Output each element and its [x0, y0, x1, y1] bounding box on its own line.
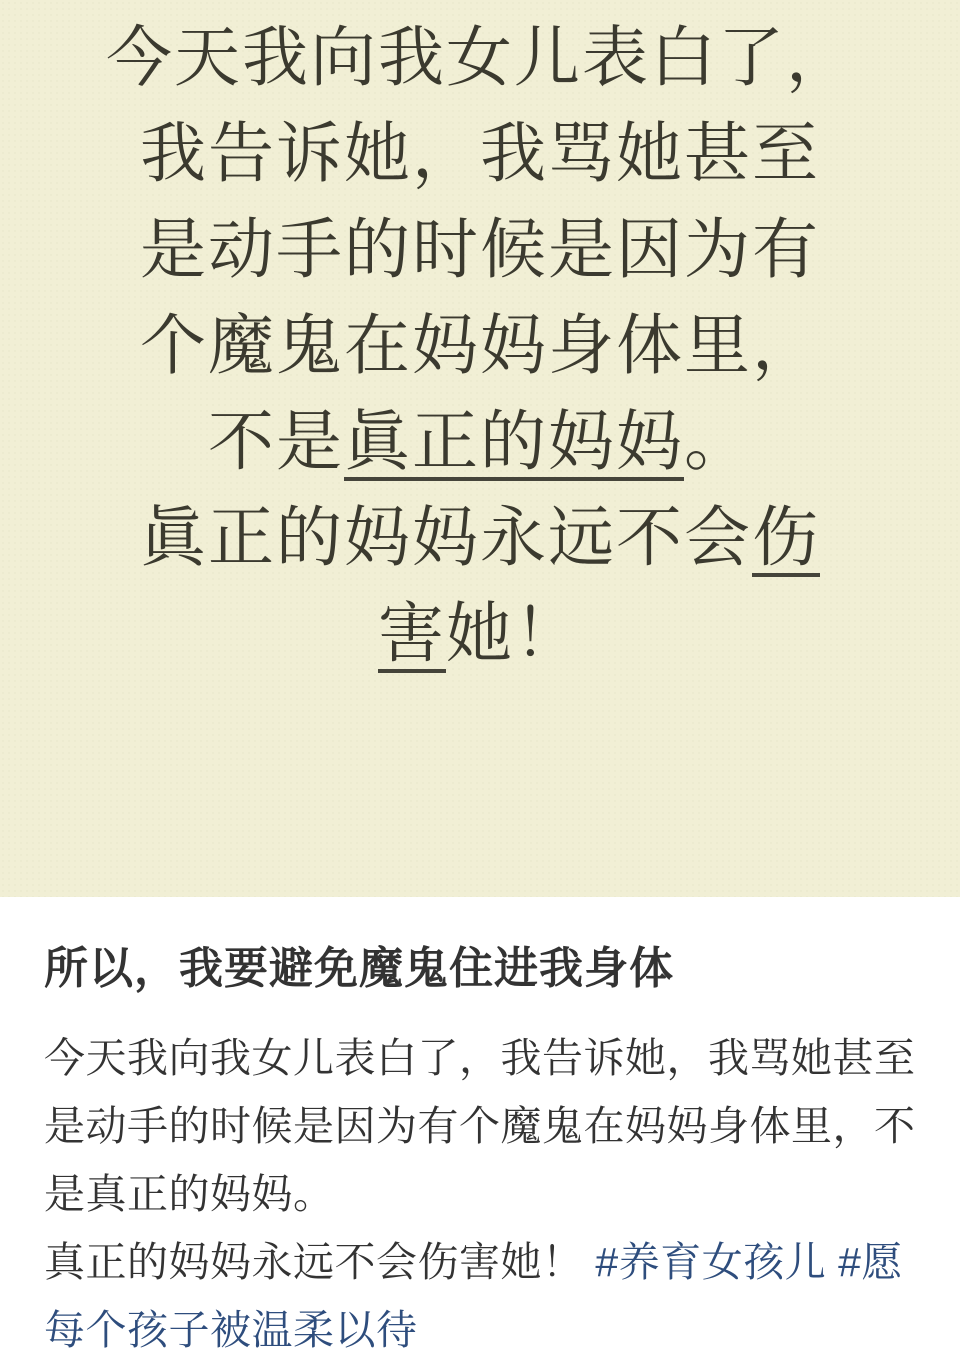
poster-text-segment: 她！ [446, 595, 582, 672]
poster-text-line [0, 490, 960, 586]
caption-title: 所以，我要避免魔鬼住进我身体 [44, 944, 674, 993]
poster-text-segment: 。 [684, 403, 752, 480]
poster-text-segment: 眞正的妈妈永远不会 [140, 499, 752, 576]
poster-text-line [0, 10, 960, 106]
poster-text-line [0, 586, 960, 682]
caption-paragraph-1: 今天我向我女儿表白了，我告诉她，我骂她甚至是动手的时候是因为有个魔鬼在妈妈身体里，不是真正的妈妈。 [44, 1034, 916, 1217]
poster-text-segment: 今天我向我女儿表白了， [106, 19, 854, 96]
caption-paragraph-2-text: 真正的妈妈永远不会伤害她！ [44, 1238, 584, 1285]
poster-text-segment: 我告诉她，我骂她甚至 [140, 115, 820, 192]
caption-paragraph-2 [44, 1228, 916, 1364]
post-caption [0, 897, 960, 1361]
hashtag-link[interactable]: #养育女孩儿 [595, 1238, 827, 1285]
poster-text-line [0, 298, 960, 394]
poster-text-line [0, 394, 960, 490]
poster-text-segment-underlined: 眞正的妈妈 [344, 403, 684, 480]
poster-text-segment-underlined: 害 [378, 595, 446, 672]
hashtag-link[interactable]: #愿每个孩子被温柔以待 [44, 1238, 903, 1353]
poster-text-segment: 个魔鬼在妈妈身体里， [140, 307, 820, 384]
poster-text-segment: 是动手的时候是因为有 [140, 211, 820, 288]
poster-text-line [0, 106, 960, 202]
poster-text-line [0, 202, 960, 298]
poster-text-segment: 不是 [208, 403, 344, 480]
poster-text-segment-underlined: 伤 [752, 499, 820, 576]
